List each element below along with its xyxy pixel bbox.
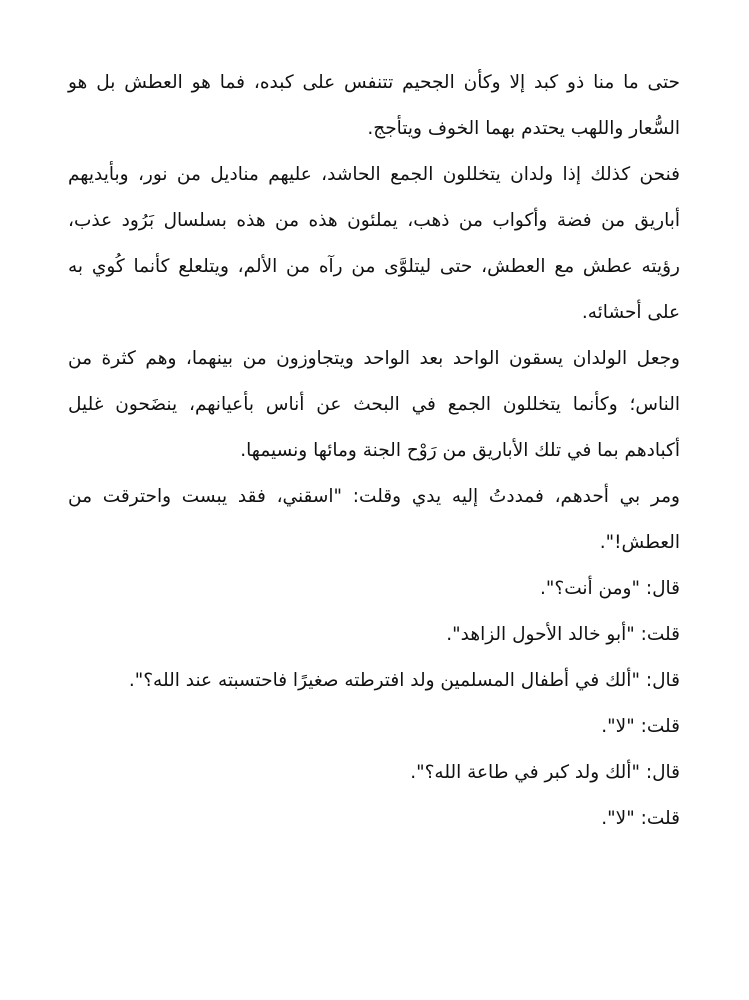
paragraph-3: وجعل الولدان يسقون الواحد بعد الواحد ويتجاوزون من بينهما، وهم كثرة من الناس؛ وكأنما يتخللون الجمع في البحث عن أناس بأعيانهم، ينضَحون غليل أكبادهم بما في تلك الأباريق من رَوْح الجنة ومائها ونسيمها. — [68, 348, 680, 461]
dialogue-line-5: قال: "ألك ولد كبر في طاعة الله؟". — [410, 762, 680, 783]
dialogue-line-6: قلت: "لا". — [601, 808, 680, 829]
paragraph-2: فنحن كذلك إذا ولدان يتخللون الجمع الحاشد، عليهم مناديل من نور، وبأيديهم أباريق من فضة وأكواب من ذهب، يملئون هذه من هذه بسلسال بَرُود عذب، رؤيته عطش مع العطش، حتى ليتلوَّى من رآه من الألم، ويتلعلع كأنما كُوي به على أحشائه. — [68, 164, 680, 323]
paragraph-4: ومر بي أحدهم، فمددتُ إليه يدي وقلت: "اسقني، فقد يبست واحترقت من العطش!". — [68, 486, 680, 553]
dialogue-line-2: قلت: "أبو خالد الأحول الزاهد". — [446, 624, 680, 645]
dialogue-line-3: قال: "ألك في أطفال المسلمين ولد افترطته صغيرًا فاحتسبته عند الله؟". — [128, 670, 680, 691]
paragraph-1: حتى ما منا ذو كبد إلا وكأن الجحيم تتنفس على كبده، فما هو العطش بل هو السُّعار واللهب يحتدم بهما الخوف ويتأجج. — [68, 72, 680, 139]
body-text — [68, 60, 680, 842]
dialogue-line-1: قال: "ومن أنت؟". — [539, 578, 680, 599]
dialogue-line-4: قلت: "لا". — [601, 716, 680, 737]
